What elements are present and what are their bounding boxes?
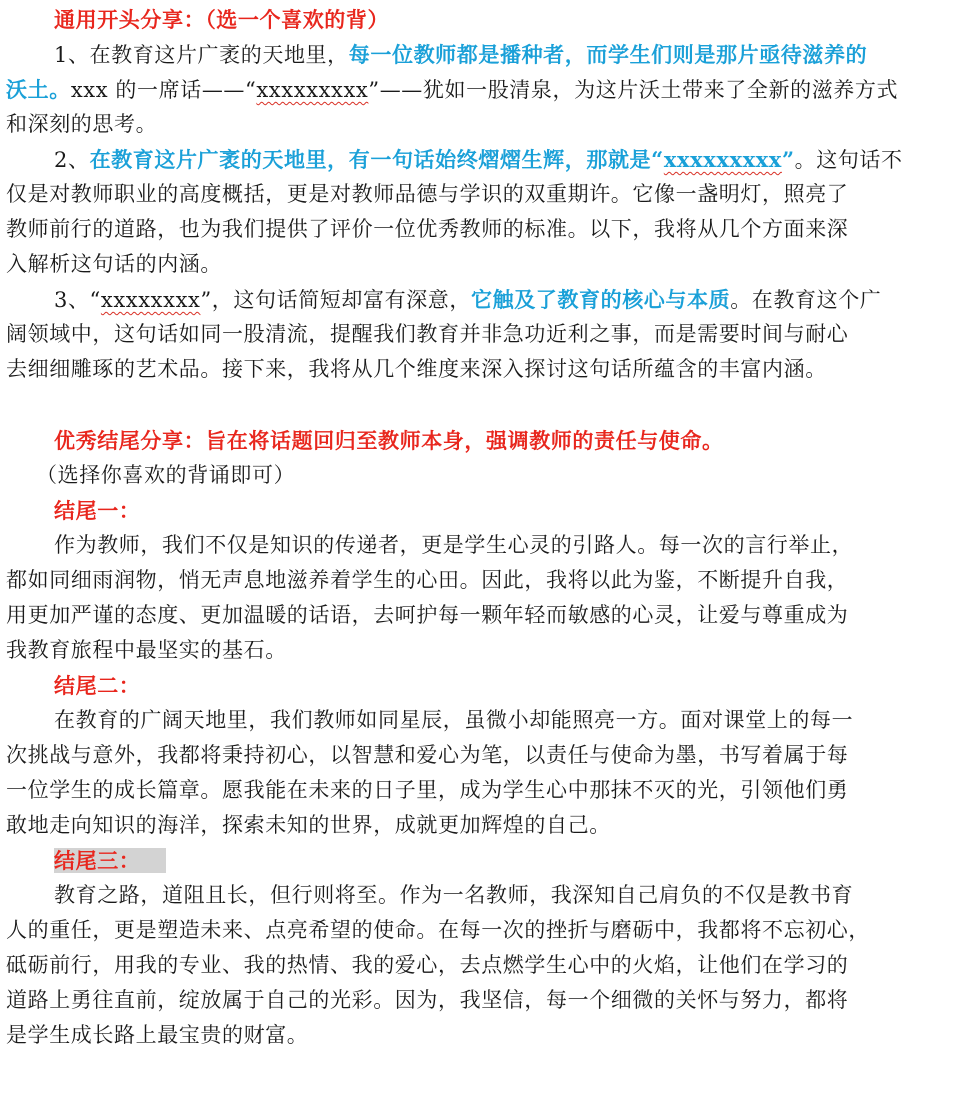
ending-3-text: 是学生成长路上最宝贵的财富。 (6, 1023, 309, 1047)
intro-p2-line-4 (6, 247, 944, 282)
ending-2-line-4 (6, 808, 944, 843)
ending-3-text: 道路上勇往直前，绽放属于自己的光彩。因为，我坚信，每一个细微的关怀与努力，都将 (6, 988, 849, 1012)
p2-placeholder-quote: xxxxxxxxx (663, 147, 782, 172)
endings-heading (6, 423, 944, 458)
ending-2-title-text: 结尾二： (54, 673, 141, 698)
intro-heading-text: 通用开头分享：（选一个喜欢的背） (54, 7, 390, 32)
ending-1-line-4 (6, 633, 944, 668)
p3-text: 3、“ (54, 288, 101, 312)
intro-p3-line-1 (6, 282, 944, 317)
ending-1-text: 用更加严谨的态度、更加温暖的话语，去呵护每一颗年轻而敏感的心灵，让爱与尊重成为 (6, 603, 849, 627)
intro-p1-line-2 (6, 72, 944, 107)
p3-text: ”，这句话简短却富有深意， (200, 288, 471, 312)
p1-text: ”——犹如一股清泉，为这片沃土带来了全新的滋养方式 (368, 78, 899, 102)
ending-1-title-text: 结尾一： (54, 498, 141, 523)
ending-1-line-1 (6, 528, 944, 563)
ending-1-line-3 (6, 598, 944, 633)
p3-text: 阔领域中，这句话如同一股清流，提醒我们教育并非急功近利之事，而是需要时间与耐心 (6, 322, 849, 346)
intro-p2-line-1 (6, 142, 944, 177)
p3-placeholder-quote: xxxxxxxx (100, 288, 201, 312)
endings-heading-text: 优秀结尾分享：旨在将话题回归至教师本身，强调教师的责任与使命。 (54, 428, 724, 453)
ending-2-title (6, 668, 944, 703)
ending-3-title (6, 843, 944, 878)
ending-3-line-2 (6, 913, 944, 948)
ending-3-title-text: 结尾三： (54, 848, 166, 873)
ending-2-text: 次挑战与意外，我都将秉持初心，以智慧和爱心为笔，以责任与使命为墨，书写着属于每 (6, 743, 849, 767)
p3-highlight: 它触及了教育的核心与本质 (471, 287, 731, 312)
ending-3-line-3 (6, 948, 944, 983)
ending-2-line-2 (6, 738, 944, 773)
intro-p2-line-2 (6, 177, 944, 212)
p2-text: 2、 (54, 148, 90, 172)
p2-text: 入解析这句话的内涵。 (6, 252, 222, 276)
document-page (6, 2, 944, 1053)
ending-3-line-4 (6, 983, 944, 1018)
p2-text: 仅是对教师职业的高度概括，更是对教师品德与学识的双重期许。它像一盏明灯，照亮了 (6, 182, 849, 206)
p1-text: xxx 的一席话——“ (70, 78, 257, 102)
p2-highlight: 在教育这片广袤的天地里，有一句话始终熠熠生辉，那就是“ (89, 147, 664, 172)
intro-p2-line-3 (6, 212, 944, 247)
endings-note-text: （选择你喜欢的背诵即可） (36, 463, 296, 487)
intro-heading (6, 2, 944, 37)
ending-2-line-3 (6, 773, 944, 808)
ending-3-text: 教育之路，道阻且长，但行则将至。作为一名教师，我深知自己肩负的不仅是教书育 (54, 883, 854, 907)
p3-text: 去细细雕琢的艺术品。接下来，我将从几个维度来深入探讨这句话所蕴含的丰富内涵。 (6, 357, 827, 381)
ending-3-text: 人的重任，更是塑造未来、点亮希望的使命。在每一次的挫折与磨砺中，我都将不忘初心， (6, 918, 870, 942)
ending-1-text: 我教育旅程中最坚实的基石。 (6, 638, 287, 662)
intro-p1-line-3 (6, 107, 944, 142)
ending-2-text: 在教育的广阔天地里，我们教师如同星辰，虽微小却能照亮一方。面对课堂上的每一 (54, 708, 854, 732)
intro-p1-line-1 (6, 37, 944, 72)
endings-note (6, 458, 944, 493)
p1-text: 1、在教育这片广袤的天地里， (54, 43, 349, 67)
ending-2-text: 敢地走向知识的海洋，探索未知的世界，成就更加辉煌的自己。 (6, 813, 611, 837)
ending-3-text: 砥砺前行，用我的专业、我的热情、我的爱心，去点燃学生心中的火焰，让他们在学习的 (6, 953, 849, 977)
ending-1-title (6, 493, 944, 528)
intro-p3-line-3 (6, 352, 944, 387)
ending-2-text: 一位学生的成长篇章。愿我能在未来的日子里，成为学生心中那抹不灭的光，引领他们勇 (6, 778, 849, 802)
section-spacer (6, 387, 944, 423)
ending-2-line-1 (6, 703, 944, 738)
intro-p3-line-2 (6, 317, 944, 352)
p1-highlight: 每一位教师都是播种者，而学生们则是那片亟待滋养的 (348, 42, 868, 67)
ending-1-text: 作为教师，我们不仅是知识的传递者，更是学生心灵的引路人。每一次的言行举止， (54, 533, 854, 557)
ending-1-text: 都如同细雨润物，悄无声息地滋养着学生的心田。因此，我将以此为鉴，不断提升自我， (6, 568, 849, 592)
p2-text: 教师前行的道路，也为我们提供了评价一位优秀教师的标准。以下，我将从几个方面来深 (6, 217, 849, 241)
p1-placeholder-quote: xxxxxxxxx (256, 78, 369, 102)
ending-3-line-5 (6, 1018, 944, 1053)
p2-highlight-quote-end: ” (781, 147, 795, 172)
p1-text: 和深刻的思考。 (6, 112, 158, 136)
p3-text: 。在教育这个广 (730, 288, 882, 312)
ending-1-line-2 (6, 563, 944, 598)
p2-text: 。这句话不 (794, 148, 903, 172)
p1-highlight-end: 沃土。 (6, 77, 71, 102)
ending-3-line-1 (6, 878, 944, 913)
